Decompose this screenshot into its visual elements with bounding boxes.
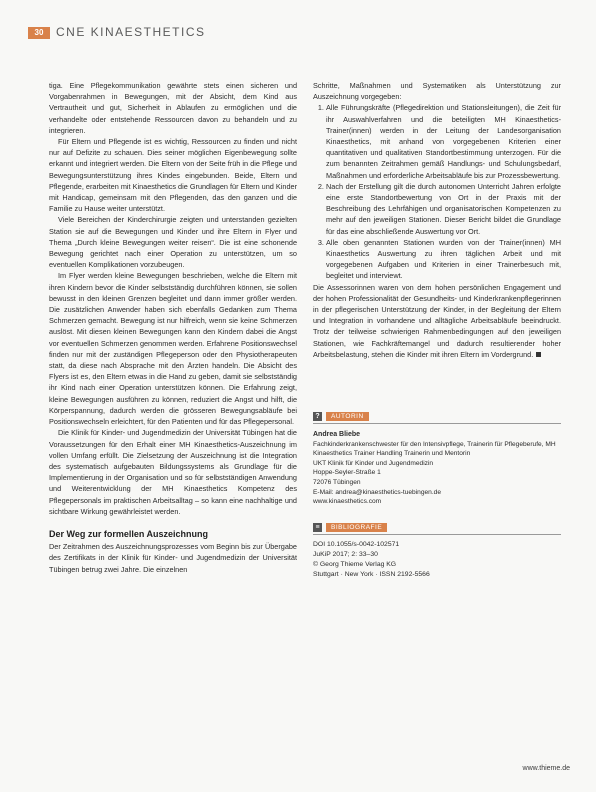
biblio-box-header bbox=[313, 523, 561, 535]
body-paragraph bbox=[313, 282, 561, 360]
page-number: 30 bbox=[28, 27, 50, 39]
author-line: Hoppe-Seyler-Straße 1 bbox=[313, 469, 381, 477]
biblio-line: DOI 10.1055/s-0042-102571 bbox=[313, 540, 400, 548]
biblio-line: © Georg Thieme Verlag KG bbox=[313, 560, 397, 568]
steps-list bbox=[313, 102, 561, 281]
author-box-header bbox=[313, 412, 561, 424]
author-line: Kinaesthetics Trainer Handling Trainerin und Mentorin bbox=[313, 450, 471, 458]
author-box bbox=[313, 430, 561, 507]
biblio-line: JuKiP 2017; 2: 33–30 bbox=[313, 550, 378, 558]
left-column bbox=[49, 80, 297, 575]
body-paragraph: Für Eltern und Pflegende ist es wichtig, Ressourcen zu finden und nicht nur auf Defizite zu schauen. Dies seiner möglichen Eigenbewegung sollte erkannt und integriert werden. Die Eltern von der Seite früh in die Pflege und Bewegungsunterstützung ihres Kindes eingebunden. Beide, Eltern und Pflegende, erarbeiten mit Kinaesthetics die Grundlagen für Eltern und Kinder mit Handicap, gemeinsam mit den Pflegenden, das den ganzen und die Familie zu Hause weiter unterstützt. bbox=[49, 137, 297, 214]
author-line: UKT Klinik für Kinder und Jugendmedizin bbox=[313, 459, 434, 467]
body-paragraph: tiga. Eine Pflegekommunikation gewährte stets einen sicheren und Vorgabenrahmen in Bewegungen, mit der Absicht, dem Kind aus Vertrautheit und gut, Sicherheit in Ablaufen zu ermöglichen und die verhandelte oder entstehende Ressourcen davon zu behandeln und zu integrieren. bbox=[49, 81, 297, 135]
list-item: 2. Nach der Erstellung gilt die durch autonomen Unterricht Jahren erfolgte eine erste Standortbewertung von Ort in der Praxis mit der Beschreibung des Lehrfähigen und organisatorischen Kompetenzen zu mehr auf den jeweiligen Stationen. Dieser Bericht bildet die Grundlage für das eine abschließende Auswertung vor Ort. bbox=[326, 181, 561, 237]
biblio-box bbox=[313, 540, 561, 580]
author-name: Andrea Bliebe bbox=[313, 431, 361, 439]
closing-text: Die Assessorinnen waren von dem hohen persönlichen Engagement und der hohen Professionalität der Gesundheits- und Kinderkrankenpflegerinnen in der pflegerischen Unterstützung der Kinder, in der Begleitung der Eltern und Integration in vorhandene und alltägliche Arbeitsabläufe beeindruckt. Trotz der teilweise schwierigen Rahmenbedingungen auf den jeweiligen Stationen, wie Fachkräftemangel und dadurch resultierender hoher Arbeitsbelastung, stehen die Kinder mit ihren Eltern im Vordergrund. bbox=[313, 282, 561, 359]
right-column bbox=[313, 80, 561, 580]
author-label: AUTORIN bbox=[326, 412, 369, 421]
biblio-label: BIBLIOGRAFIE bbox=[326, 523, 387, 532]
body-paragraph: Der Zeitrahmen des Auszeichnungsprozesses vom Beginn bis zur Übergabe des Zertifikats in der Klinik für Kinder- und Jugendmedizin der Universität Tübingen betrug zwei Jahre. Die einzelnen bbox=[49, 542, 297, 574]
end-mark-icon bbox=[536, 352, 541, 357]
list-item: 1. Alle Führungskräfte (Pflegedirektion und Stationsleitungen), die Zeit für ihr Auswahlverfahren und die beteiligten MH Kinaesthetics-Trainer(innen) werden in der Leitung der Landesorganisation Kinaesthetics, mit anhand von vorgegebenen Kriterien einer quantitativen und qualitativen Standortbestimmung unterzogen. Für die zum benannten Zeitrahmen gemäß Handlungs- und Schulungsbedarf, Maßnahmen und erforderliche Arbeitsabläufe bis zur Prozessbewertung. bbox=[326, 102, 561, 180]
body-paragraph: Viele Bereichen der Kinderchirurgie zeigten und unterstanden gezielten Station sie auf die Bewegungen und Kinder und ihre Eltern in Flyer und Thema „Durch kleine Bewegungen weiter reisen“. Die ist eine schonende Bewegung gerichtet nach einer Operation zu unterstützen, um so eventuellen Komplikationen vorzubeugen. bbox=[49, 215, 297, 270]
biblio-badge-icon: ≡ bbox=[313, 523, 322, 532]
section-title: CNE KINAESTHETICS bbox=[56, 25, 206, 39]
body-paragraph: Schritte, Maßnahmen und Systematiken als Unterstützung zur Auszeichnung vorgegeben: bbox=[313, 81, 561, 102]
author-line: 72076 Tübingen bbox=[313, 479, 361, 487]
author-line: Fachkinderkrankenschwester für den Intensivpflege, Trainerin für Pflegeberufe, MH bbox=[313, 440, 556, 448]
footer-url: www.thieme.de bbox=[522, 765, 570, 772]
subheading: Der Weg zur formellen Auszeichnung bbox=[49, 528, 209, 539]
body-paragraph: Im Flyer werden kleine Bewegungen beschrieben, welche die Eltern mit ihren Kindern bevor die Kinder selbstständig durchführen können, sie sollen bewusst in den kleinen Grenzen begleitet und dann immer größer werden. Die zusätzlichen Anwender haben sich ebenfalls Gedanken zum Thema Schmerzen gemacht. Bewegung ist nur hilfreich, wenn sie keine Schmerzen auslöst. Mit diesen kleinen Bewegungen kann den Kindern dabei die Angst vor eventuellen Schmerzen genommen werden. Erfahrene Positionswechsel finden nur mit der zuständigen Pflegeperson oder den Physiotherapeuten statt, da diese nach Absprache mit den Ärzten handeln. Die Absicht des Flyers ist es, den Eltern etwas in die Hand zu geben, damit sie selbstständig ihr Kind nach einer Operation unterstützen können. Die Erfahrung zeigt, kleine Bewegungen ausführen zu können, reduziert die Angst und hilft, die Körperspannung, dadurch werden die grösseren Bewegungsabläufe bei Positionswechseln erleichtert, für den Patienten und für das Pflegepersonal. bbox=[49, 271, 297, 427]
author-email: E-Mail: andrea@kinaesthetics-tuebingen.de bbox=[313, 488, 442, 496]
body-paragraph: Die Klinik für Kinder- und Jugendmedizin der Universität Tübingen hat die Voraussetzungen für den Erhalt einer MH Kinaesthetics-Auszeichnung im vollen Umfang erfüllt. Die Zielsetzung der Auszeichnung ist die Integration des systematisch aufgebauten Bildungssystems als Grundlage für die Implementierung in der Organisation und so für selbstständigen Anwendung und Weiterentwicklung der MH Kinaesthetics Kompetenz des Pflegepersonals im praktischen Arbeitsalltag – so kann eine nachhaltige und sichtbare Wirkung gewährleistet werden. bbox=[49, 428, 297, 516]
author-badge-icon: ? bbox=[313, 412, 322, 421]
author-website: www.kinaesthetics.com bbox=[313, 498, 382, 506]
list-item: 3. Alle oben genannten Stationen wurden von der Trainer(innen) MH Kinaesthetics Auswertung zu ihren täglichen Arbeit und mit vorgegebenen Aufgaben und Kriterien in einer Trainerbesuch mit, begleitet und interviewt. bbox=[326, 237, 561, 282]
biblio-line: Stuttgart · New York · ISSN 2192-5566 bbox=[313, 570, 430, 578]
